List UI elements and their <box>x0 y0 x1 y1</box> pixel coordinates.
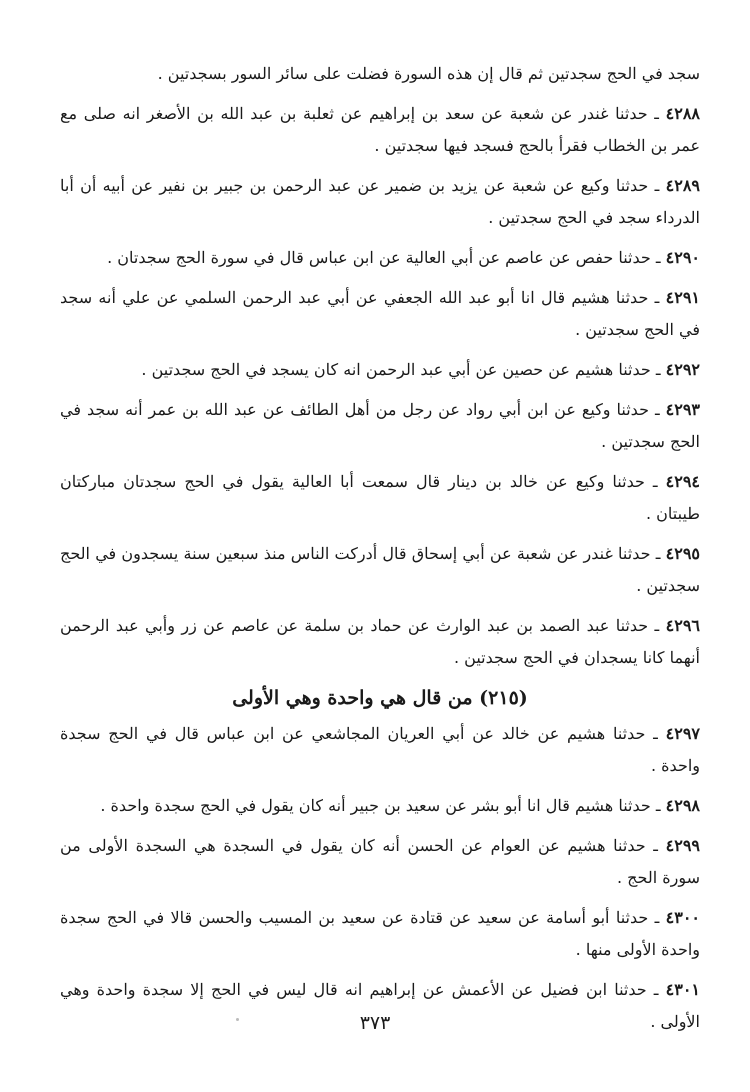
hadith-entry: ٤٢٩٢ ـ حدثنا هشيم عن حصين عن أبي عبد الرحمن انه كان يسجد في الحج سجدتين . <box>141 360 700 379</box>
page-number: ٣٧٣ <box>359 1012 391 1034</box>
hadith-entry: ٤٢٩٨ ـ حدثنا هشيم قال انا أبو بشر عن سعيد بن جبير أنه كان يقول في الحج سجدة واحدة . <box>100 796 700 815</box>
hadith-number: ٤٢٩٩ <box>665 836 701 855</box>
hadith-text: حدثنا غندر عن شعبة عن أبي إسحاق قال أدركت الناس منذ سبعين سنة يسجدون في الحج سجدتين . <box>60 544 700 595</box>
hadith-entry: ٤٣٠٠ ـ حدثنا أبو أسامة عن سعيد عن قتادة عن سعيد بن المسيب والحسن قالا في الحج سجدة واحدة الأولى منها . <box>60 908 701 959</box>
opening-line <box>60 58 700 90</box>
hadith-text: حدثنا أبو أسامة عن سعيد عن قتادة عن سعيد بن المسيب والحسن قالا في الحج سجدة واحدة الأولى منها . <box>60 908 700 959</box>
section-heading: (٢١٥) من قال هي واحدة وهي الأولى <box>232 687 528 709</box>
hadith-number: ٤٣٠١ <box>665 980 700 999</box>
hadith-text: حدثنا غندر عن شعبة عن سعد بن إبراهيم عن ثعلبة بن عبد الله بن الأصغر انه صلى مع عمر بن الخطاب فقرأ بالحج فسجد فيها سجدتين . <box>60 104 700 155</box>
hadith-entry: ٤٢٩٩ ـ حدثنا هشيم عن العوام عن الحسن أنه كان يقول في السجدة هي السجدة الأولى من سورة الحج . <box>60 836 701 887</box>
hadith-number: ٤٢٩٧ <box>665 724 701 743</box>
hadith-number: ٤٢٩٦ <box>665 616 700 635</box>
hadith-text: حدثنا هشيم قال انا أبو عبد الله الجعفي عن أبي عبد الرحمن السلمي عن علي أنه سجد في الحج سجدتين . <box>60 288 700 339</box>
hadith-number: ٤٣٠٠ <box>665 908 701 927</box>
hadith-text: حدثنا وكيع عن شعبة عن يزيد بن ضمير عن عبد الرحمن بن جبير بن نفير عن أبيه أن أبا الدرداء سجد في الحج سجدتين . <box>60 176 700 227</box>
hadith-text: حدثنا هشيم قال انا أبو بشر عن سعيد بن جبير أنه كان يقول في الحج سجدة واحدة . <box>100 796 651 815</box>
hadith-text: حدثنا عبد الصمد بن عبد الوارث عن حماد بن سلمة عن عاصم عن زر وأبي عبد الرحمن أنهما كانا يسجدان في الحج سجدتين . <box>60 616 700 667</box>
hadith-number: ٤٢٩٠ <box>665 248 700 267</box>
hadith-text: حدثنا حفص عن عاصم عن أبي العالية عن ابن عباس قال في سورة الحج سجدتان . <box>107 248 651 267</box>
hadith-entry: ٤٢٨٨ ـ حدثنا غندر عن شعبة عن سعد بن إبراهيم عن ثعلبة بن عبد الله بن الأصغر انه صلى مع عمر بن الخطاب فقرأ بالحج فسجد فيها سجدتين . <box>60 104 700 155</box>
hadith-entry: ٤٣٠١ ـ حدثنا ابن فضيل عن الأعمش عن إبراهيم انه قال ليس في الحج إلا سجدة واحدة وهي الأولى . <box>60 980 700 1031</box>
hadith-entry: ٤٢٩٥ ـ حدثنا غندر عن شعبة عن أبي إسحاق قال أدركت الناس منذ سبعين سنة يسجدون في الحج سجدتين . <box>60 544 701 595</box>
hadith-text: حدثنا هشيم عن العوام عن الحسن أنه كان يقول في السجدة هي السجدة الأولى من سورة الحج . <box>60 836 700 887</box>
hadith-entry: ٤٢٩٠ ـ حدثنا حفص عن عاصم عن أبي العالية عن ابن عباس قال في سورة الحج سجدتان . <box>107 248 700 267</box>
hadith-entry: ٤٢٩٣ ـ حدثنا وكيع عن ابن أبي رواد عن رجل من أهل الطائف عن عبد الله بن عمر أنه سجد في الحج سجدتين . <box>60 400 700 451</box>
hadith-entry: ٤٢٩١ ـ حدثنا هشيم قال انا أبو عبد الله الجعفي عن أبي عبد الرحمن السلمي عن علي أنه سجد في الحج سجدتين . <box>60 288 701 339</box>
opening-text: سجد في الحج سجدتين ثم قال إن هذه السورة فضلت على سائر السور بسجدتين . <box>157 64 700 83</box>
hadith-text: حدثنا وكيع عن ابن أبي رواد عن رجل من أهل الطائف عن عبد الله بن عمر أنه سجد في الحج سجدتين . <box>60 400 700 451</box>
hadith-number: ٤٢٩٨ <box>665 796 700 815</box>
hadith-entry: ٤٢٨٩ ـ حدثنا وكيع عن شعبة عن يزيد بن ضمير عن عبد الرحمن بن جبير بن نفير عن أبيه أن أبا الدرداء سجد في الحج سجدتين . <box>60 176 701 227</box>
hadith-entry: ٤٢٩٦ ـ حدثنا عبد الصمد بن عبد الوارث عن حماد بن سلمة عن عاصم عن زر وأبي عبد الرحمن أنهما كانا يسجدان في الحج سجدتين . <box>60 616 700 667</box>
hadith-number: ٤٢٩٣ <box>665 400 700 419</box>
hadith-entry: ٤٢٩٤ ـ حدثنا وكيع عن خالد بن دينار قال سمعت أبا العالية يقول في الحج سجدتان مباركتان طيبتان . <box>60 472 701 523</box>
hadith-text: حدثنا ابن فضيل عن الأعمش عن إبراهيم انه قال ليس في الحج إلا سجدة واحدة وهي الأولى . <box>60 980 700 1031</box>
hadith-number: ٤٢٨٩ <box>665 176 701 195</box>
hadith-entry: ٤٢٩٧ ـ حدثنا هشيم عن خالد عن أبي العريان المجاشعي عن ابن عباس قال في الحج سجدة واحدة . <box>60 724 701 775</box>
hadith-text: حدثنا هشيم عن خالد عن أبي العريان المجاشعي عن ابن عباس قال في الحج سجدة واحدة . <box>60 724 700 775</box>
hadith-number: ٤٢٩٥ <box>665 544 701 563</box>
hadith-number: ٤٢٩٤ <box>665 472 701 491</box>
hadith-number: ٤٢٨٨ <box>665 104 700 123</box>
hadith-text: حدثنا وكيع عن خالد بن دينار قال سمعت أبا العالية يقول في الحج سجدتان مباركتان طيبتان . <box>60 472 700 523</box>
page-body <box>60 58 700 1046</box>
hadith-number: ٤٢٩٢ <box>665 360 700 379</box>
hadith-text: حدثنا هشيم عن حصين عن أبي عبد الرحمن انه كان يسجد في الحج سجدتين . <box>141 360 651 379</box>
hadith-number: ٤٢٩١ <box>665 288 701 307</box>
